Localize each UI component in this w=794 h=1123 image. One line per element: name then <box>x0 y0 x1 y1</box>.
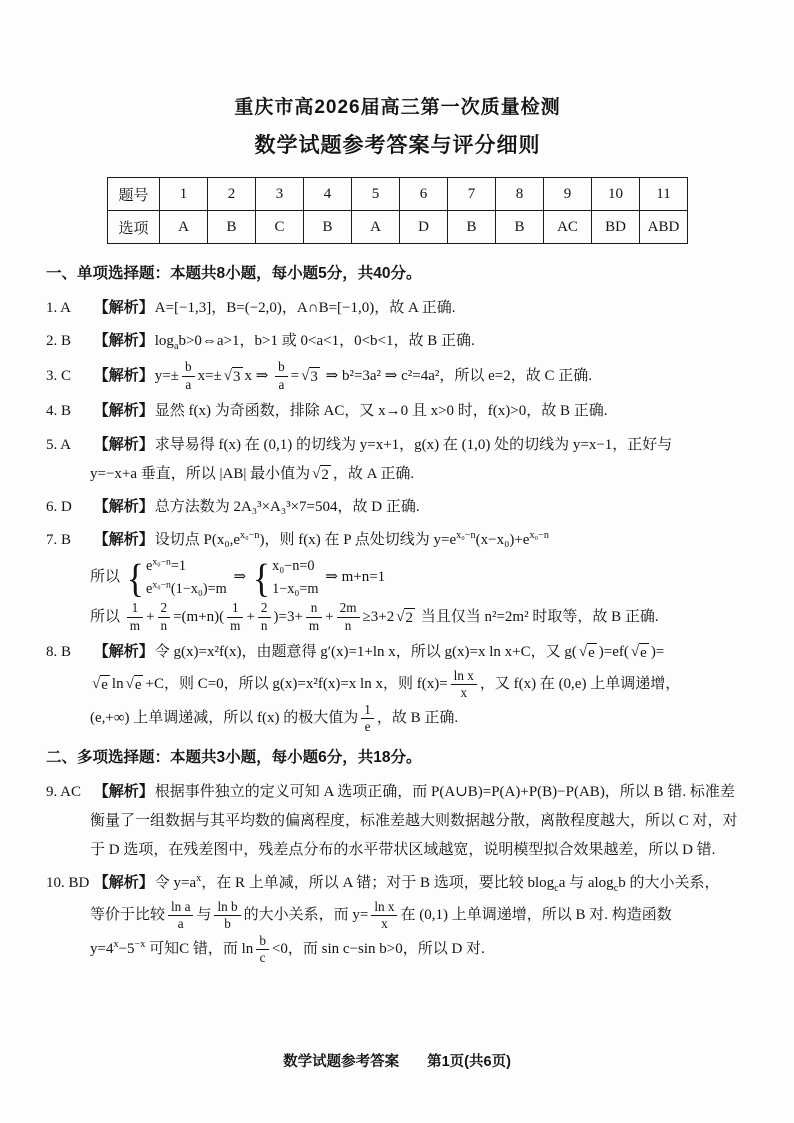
fraction-numerator: 2 <box>258 600 271 618</box>
radicand: e <box>134 677 142 694</box>
analysis-tag: 【解析】 <box>93 435 154 453</box>
square-root <box>301 367 320 386</box>
answer-table-cell: 8 <box>496 178 544 211</box>
analysis-tag: 【解析】 <box>93 498 154 516</box>
fraction-denominator: x <box>381 916 388 932</box>
cases-lines <box>146 556 227 601</box>
fraction-numerator: b <box>256 933 269 951</box>
radicand: e <box>101 677 108 694</box>
fraction-numerator: 1 <box>227 600 243 618</box>
fraction <box>256 933 269 967</box>
answer-table-label-cell: 题号 <box>108 178 160 211</box>
fraction-denominator: n <box>344 617 352 633</box>
superscript: x <box>113 938 119 950</box>
fraction-numerator: b <box>182 359 195 377</box>
answer-table-cell: 5 <box>352 178 400 211</box>
square-root <box>396 608 415 627</box>
cases-system <box>127 556 227 601</box>
fraction <box>361 702 374 736</box>
superscript: x₀−n <box>152 555 171 567</box>
document-subtitle: 数学试题参考答案与评分细则 <box>254 134 541 157</box>
answer-item <box>46 637 749 735</box>
cases-line: 1−x₀=m <box>272 581 319 598</box>
answer-table-cell: 4 <box>304 178 352 211</box>
analysis-tag: 【解析】 <box>93 366 154 384</box>
answer-table-cell: 7 <box>448 178 496 211</box>
answer-item-label: 6. D <box>46 499 72 516</box>
fraction-denominator: m <box>129 617 141 633</box>
radical-sign: √ <box>92 676 101 693</box>
answer-item-content: $\log_ab>0\Leftrightarrow a>1$，b>1 或 0<a<1，0<b<1，故 B 正确. <box>154 333 475 353</box>
answer-item-label: 5. A <box>46 436 72 453</box>
answer-table-cell: 2 <box>208 178 256 211</box>
answer-item <box>46 492 749 522</box>
fraction-numerator: n <box>306 600 322 618</box>
answer-sections <box>46 260 749 967</box>
radicand: 2 <box>405 609 413 626</box>
fraction <box>158 600 171 634</box>
square-root <box>224 367 243 386</box>
radicand: 2 <box>321 466 329 483</box>
radicand: e <box>640 645 647 662</box>
answer-item-content: 设切点 $P(x_0,e^{x_0-n})$，则 f(x) 在 P 点处切线为 $y=e^{x_0-n}(x-x_0)+e^{x_0-n}$ 所以 { $e^{x_0-n}=1$ $e^{x_0-n}(1-x_0)=m$ ⇒ { x₀−n=0 1−x₀=m ⇒ m+n=1 所以 $\frac{1}{m}$ + $\frac{2}{n}$ =(m+n)( $\frac{1}{m}$ + $\frac{2}{n}$ )=3+ $\frac{n}{m}$ + $\frac{2m}{n}$ ≥3+2 √ 2 当且仅当 n²=2m² 时取等，故 B 正确. <box>90 530 659 633</box>
answer-item-content: 根据事件独立的定义可知 A 选项正确，而 P(A∪B)=P(A)+P(B)−P(AB)，所以 B 错. 标准差衡量了一组数据与其平均数的偏离程度，标准差越大则数据越分散，离散程度越大，所以 C 对，对于 D 选项，在残差图中，残差点分布的水平带状区域越宽，说明模型拟合效果越差，所以 D 错. <box>90 783 738 859</box>
section-heading: 二、多项选择题：本题共3小题，每小题6分，共18分。 <box>46 748 422 766</box>
answer-item-label: 8. B <box>46 644 72 661</box>
fraction-numerator: ln x <box>451 668 477 686</box>
answer-item <box>46 326 749 356</box>
answer-item <box>46 396 749 426</box>
answer-table-numbers-row <box>108 178 688 211</box>
fraction-numerator: 2 <box>158 600 171 618</box>
fraction-denominator: n <box>160 617 168 633</box>
answer-item-label: 4. B <box>46 403 72 420</box>
fraction-numerator: 2m <box>337 600 360 618</box>
fraction <box>258 600 271 634</box>
superscript: x₀−n <box>529 530 549 542</box>
answer-table-cell: BD <box>592 211 640 244</box>
fraction <box>227 600 243 634</box>
fraction-denominator: a <box>278 376 285 392</box>
footer-page-number: 第1页(共6页) <box>427 1054 511 1070</box>
fraction-denominator: e <box>364 719 371 735</box>
radical-sign: √ <box>578 644 588 661</box>
fraction <box>275 359 288 393</box>
radicand: 3 <box>233 368 241 385</box>
page-footer <box>0 1050 794 1071</box>
answer-item-label: 2. B <box>46 333 72 350</box>
fraction-numerator: ln x <box>371 899 397 917</box>
answer-item <box>46 868 749 966</box>
answer-item-content: 令 g(x)=x²f(x)，由题意得 g′(x)=1+ln x，所以 g(x)=x ln x+C，又 g( √ e )=ef( √ e )= √ e ln √ e +C，则 C=0，所以 g(x)=x²f(x)=x ln x，则 f(x)= $\frac{\text{ln x}}{x}$ ，又 f(x) 在 (0,e) 上单调递增， (e,+∞) 上单调递减，所以 f(x) 的极大值为 $\frac{1}{e}$ ，故 B 正确. <box>90 644 681 735</box>
analysis-tag: 【解析】 <box>93 531 154 549</box>
fraction <box>306 600 322 634</box>
answer-table-cell: 1 <box>160 178 208 211</box>
answer-item <box>46 430 749 490</box>
fraction <box>182 359 195 393</box>
answer-item-content: 总方法数为 2A₃³×A₃³×7=504，故 D 正确. <box>154 499 420 516</box>
analysis-tag: 【解析】 <box>93 402 154 420</box>
radicand: 3 <box>310 368 318 385</box>
fraction-denominator: m <box>308 617 320 633</box>
fraction-numerator: 1 <box>361 702 374 720</box>
fraction-numerator: ln b <box>214 899 240 917</box>
answer-table-cell: 6 <box>400 178 448 211</box>
answer-table-cell: 3 <box>256 178 304 211</box>
answer-table-options-row <box>108 211 688 244</box>
square-root <box>312 465 331 484</box>
fraction <box>127 600 143 634</box>
answer-table-cell: 11 <box>640 178 688 211</box>
answer-table-label-cell: 选项 <box>108 211 160 244</box>
radical-sign: √ <box>630 644 640 661</box>
superscript: −x <box>134 938 146 950</box>
answer-table-cell: D <box>400 211 448 244</box>
square-root <box>631 643 649 662</box>
superscript: x₀−n <box>152 579 171 591</box>
subscript: c <box>554 883 559 895</box>
fraction-denominator: m <box>230 617 241 633</box>
answer-table-cell: 9 <box>544 178 592 211</box>
answer-item-content: A=[−1,3]，B=(−2,0)，A∩B=[−1,0)，故 A 正确. <box>154 299 456 316</box>
answer-table-cell: C <box>256 211 304 244</box>
answer-table-cell: B <box>304 211 352 244</box>
subscript: a <box>173 341 179 353</box>
answer-table-cell: A <box>160 211 208 244</box>
fraction <box>337 600 360 634</box>
answer-item-label: 1. A <box>46 299 72 316</box>
answer-item <box>46 777 749 866</box>
answer-table-cell: 10 <box>592 178 640 211</box>
answer-item-label: 7. B <box>46 532 72 549</box>
footer-doc-label: 数学试题参考答案 <box>283 1054 400 1070</box>
answer-item-content: 求导易得 f(x) 在 (0,1) 的切线为 y=x+1，g(x) 在 (1,0) 处的切线为 y=x−1，正好与 y=−x+a 垂直，所以 |AB| 最小值为 √ 2 ，故 A 正确. <box>90 436 673 483</box>
fraction <box>168 899 193 933</box>
fraction-denominator: x <box>460 685 468 701</box>
fraction <box>214 899 240 933</box>
radical-sign: √ <box>125 676 134 693</box>
radical-sign: √ <box>312 465 321 482</box>
answer-table-cell: B <box>448 211 496 244</box>
answer-item-content: y=± $\frac{b}{a}$ x=± √ 3 x ⇒ $\frac{b}{a}$ = √ 3 ⇒ b²=3a² ⇒ c²=4a²，所以 e=2，故 C 正确. <box>154 359 593 392</box>
cases-line: $e^{x_0-n}(1-x_0)=m$ <box>146 579 227 598</box>
square-root <box>126 675 144 694</box>
superscript: x₀−n <box>456 530 476 542</box>
fraction-numerator: 1 <box>127 600 143 618</box>
section-heading: 一、单项选择题：本题共8小题，每小题5分，共40分。 <box>46 265 422 282</box>
answer-item <box>46 525 749 634</box>
fraction-denominator: c <box>259 950 266 966</box>
cases-line: $e^{x_0-n}=1$ <box>146 555 187 574</box>
radicand: e <box>588 645 595 662</box>
subscript: c <box>613 883 619 895</box>
answer-table <box>107 177 688 244</box>
answer-table-cell: B <box>496 211 544 244</box>
answer-table-cell: AC <box>544 211 592 244</box>
answer-item <box>46 359 749 393</box>
radical-sign: √ <box>396 608 405 625</box>
analysis-tag: 【解析】 <box>93 643 154 661</box>
fraction <box>371 899 397 933</box>
fraction <box>451 668 477 702</box>
fraction-denominator: a <box>185 376 192 392</box>
fraction-denominator: b <box>224 916 231 932</box>
radical-sign: √ <box>223 367 232 384</box>
answer-item <box>46 293 749 323</box>
answer-table-cell: ABD <box>640 211 688 244</box>
fraction-numerator: b <box>275 359 288 377</box>
analysis-tag: 【解析】 <box>93 874 154 892</box>
square-root <box>92 675 110 694</box>
superscript: x₀−n <box>240 530 260 542</box>
document-title: 重庆市高2026届高三第一次质量检测 <box>234 97 561 118</box>
fraction-denominator: n <box>260 617 268 633</box>
answer-table-cell: B <box>208 211 256 244</box>
superscript: x <box>196 873 202 885</box>
square-root <box>579 643 597 662</box>
analysis-tag: 【解析】 <box>93 298 154 316</box>
answer-table-cell: A <box>352 211 400 244</box>
answer-item-content: 显然 f(x) 为奇函数，排除 AC，又 x→0 且 x>0 时，f(x)>0，故 B 正确. <box>154 403 608 420</box>
left-brace: { <box>252 555 271 601</box>
fraction-numerator: ln a <box>168 899 193 917</box>
radical-sign: √ <box>301 367 310 384</box>
cases-line: x₀−n=0 <box>272 557 315 574</box>
analysis-tag: 【解析】 <box>93 332 154 350</box>
answer-item-content: 令 $y=a^x$，在 R 上单减，所以 A 错；对于 B 选项，要比较 blog$_c$a 与 alog$_c$b 的大小关系， 等价于比较 $\frac{\text{ln a}}{a}$ 与 $\frac{\text{ln b}}{b}$ 的大小关系，而 y= $\frac{\text{ln x}}{x}$ 在 (0,1) 上单调递增，所以 B 对. 构造函数 $y=4^x-5^{-x}$ 可知C 错，而 ln $\frac{b}{c}$ <0，而 sin c−sin b>0，所以 D 对. <box>90 873 720 966</box>
left-brace: { <box>126 555 145 601</box>
answer-item-label: 9. AC <box>46 783 82 800</box>
answer-item-label: 3. C <box>46 367 72 384</box>
cases-lines <box>272 556 318 601</box>
analysis-tag: 【解析】 <box>93 782 154 800</box>
cases-system <box>253 556 319 601</box>
answer-item-label: 10. BD <box>46 875 90 892</box>
fraction-denominator: a <box>177 916 184 932</box>
